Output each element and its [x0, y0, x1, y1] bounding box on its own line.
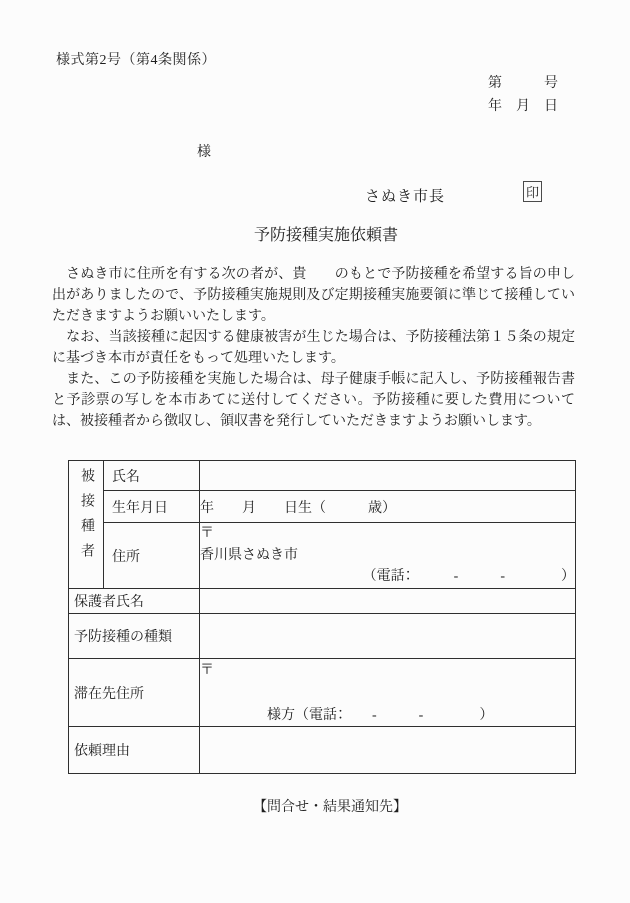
address-value-cell [200, 523, 576, 589]
body-text-block [52, 264, 575, 432]
doc-number-line: 第 号 [488, 76, 558, 91]
table-row-stay-address [69, 659, 576, 727]
addressee-honorific: 様 [197, 145, 211, 160]
seal-label: 印 [525, 185, 539, 200]
recipient-group-label: 被接種者 [79, 468, 94, 568]
vaccine-type-value-cell [200, 614, 576, 659]
stay-postal-mark: 〒 [200, 662, 214, 678]
recipient-info-table [68, 460, 576, 774]
table-row-guardian [69, 589, 576, 614]
birthdate-label: 生年月日 [104, 491, 200, 523]
table-row-vaccine-type [69, 614, 576, 659]
doc-meta-block [488, 72, 558, 118]
stay-address-label: 滞在先住所 [69, 659, 200, 727]
request-reason-label: 依頼理由 [69, 727, 200, 774]
contact-heading: 【問合せ・結果通知先】 [253, 800, 407, 815]
postal-mark: 〒 [200, 526, 214, 542]
form-number-label: 様式第2号（第4条関係） [56, 53, 216, 68]
address-prefill-text: 香川県さぬき市 [200, 547, 298, 563]
paragraph-request: さぬき市に住所を有する次の者が、貴 のもとで予防接種を希望する旨の申し出がありましたので、予防接種実施規則及び定期接種実施要領に準じて接種していただきますようお願いいたします。 [52, 267, 575, 324]
name-value-cell [200, 461, 576, 491]
table-row-reason [69, 727, 576, 774]
doc-date-line: 年 月 日 [488, 99, 558, 114]
address-phone-placeholder: （電話： - - ） [362, 569, 575, 585]
address-label: 住所 [104, 523, 200, 589]
table-row-name [69, 461, 576, 491]
stay-address-value-cell [200, 659, 576, 727]
recipient-group-header [69, 461, 104, 589]
paragraph-liability: なお、当該接種に起因する健康被害が生じた場合は、予防接種法第１５条の規定に基づき本市が責任をもって処理いたします。 [52, 330, 575, 366]
document-title: 予防接種実施依頼書 [253, 227, 398, 244]
sender-name: さぬき市長 [365, 189, 446, 205]
birthdate-placeholder-text: 年 月 日生（ 歳） [200, 500, 396, 516]
guardian-name-value-cell [200, 589, 576, 614]
vaccine-type-label: 予防接種の種類 [69, 614, 200, 659]
name-label: 氏名 [104, 461, 200, 491]
table-row-birthdate [69, 491, 576, 523]
paragraph-reporting: また、この予防接種を実施した場合は、母子健康手帳に記入し、予防接種報告書と予診票の写しを本市あてに送付してください。予防接種に要した費用については、被接種者から徴収し、領収書を発行していただきますようお願いします。 [52, 372, 575, 429]
birthdate-value-cell [200, 491, 576, 523]
guardian-name-label: 保護者氏名 [69, 589, 200, 614]
stay-phone-placeholder: 様方（電話： - - ） [267, 707, 494, 723]
seal-box [523, 181, 542, 202]
request-reason-value-cell [200, 727, 576, 774]
table-row-address [69, 523, 576, 589]
